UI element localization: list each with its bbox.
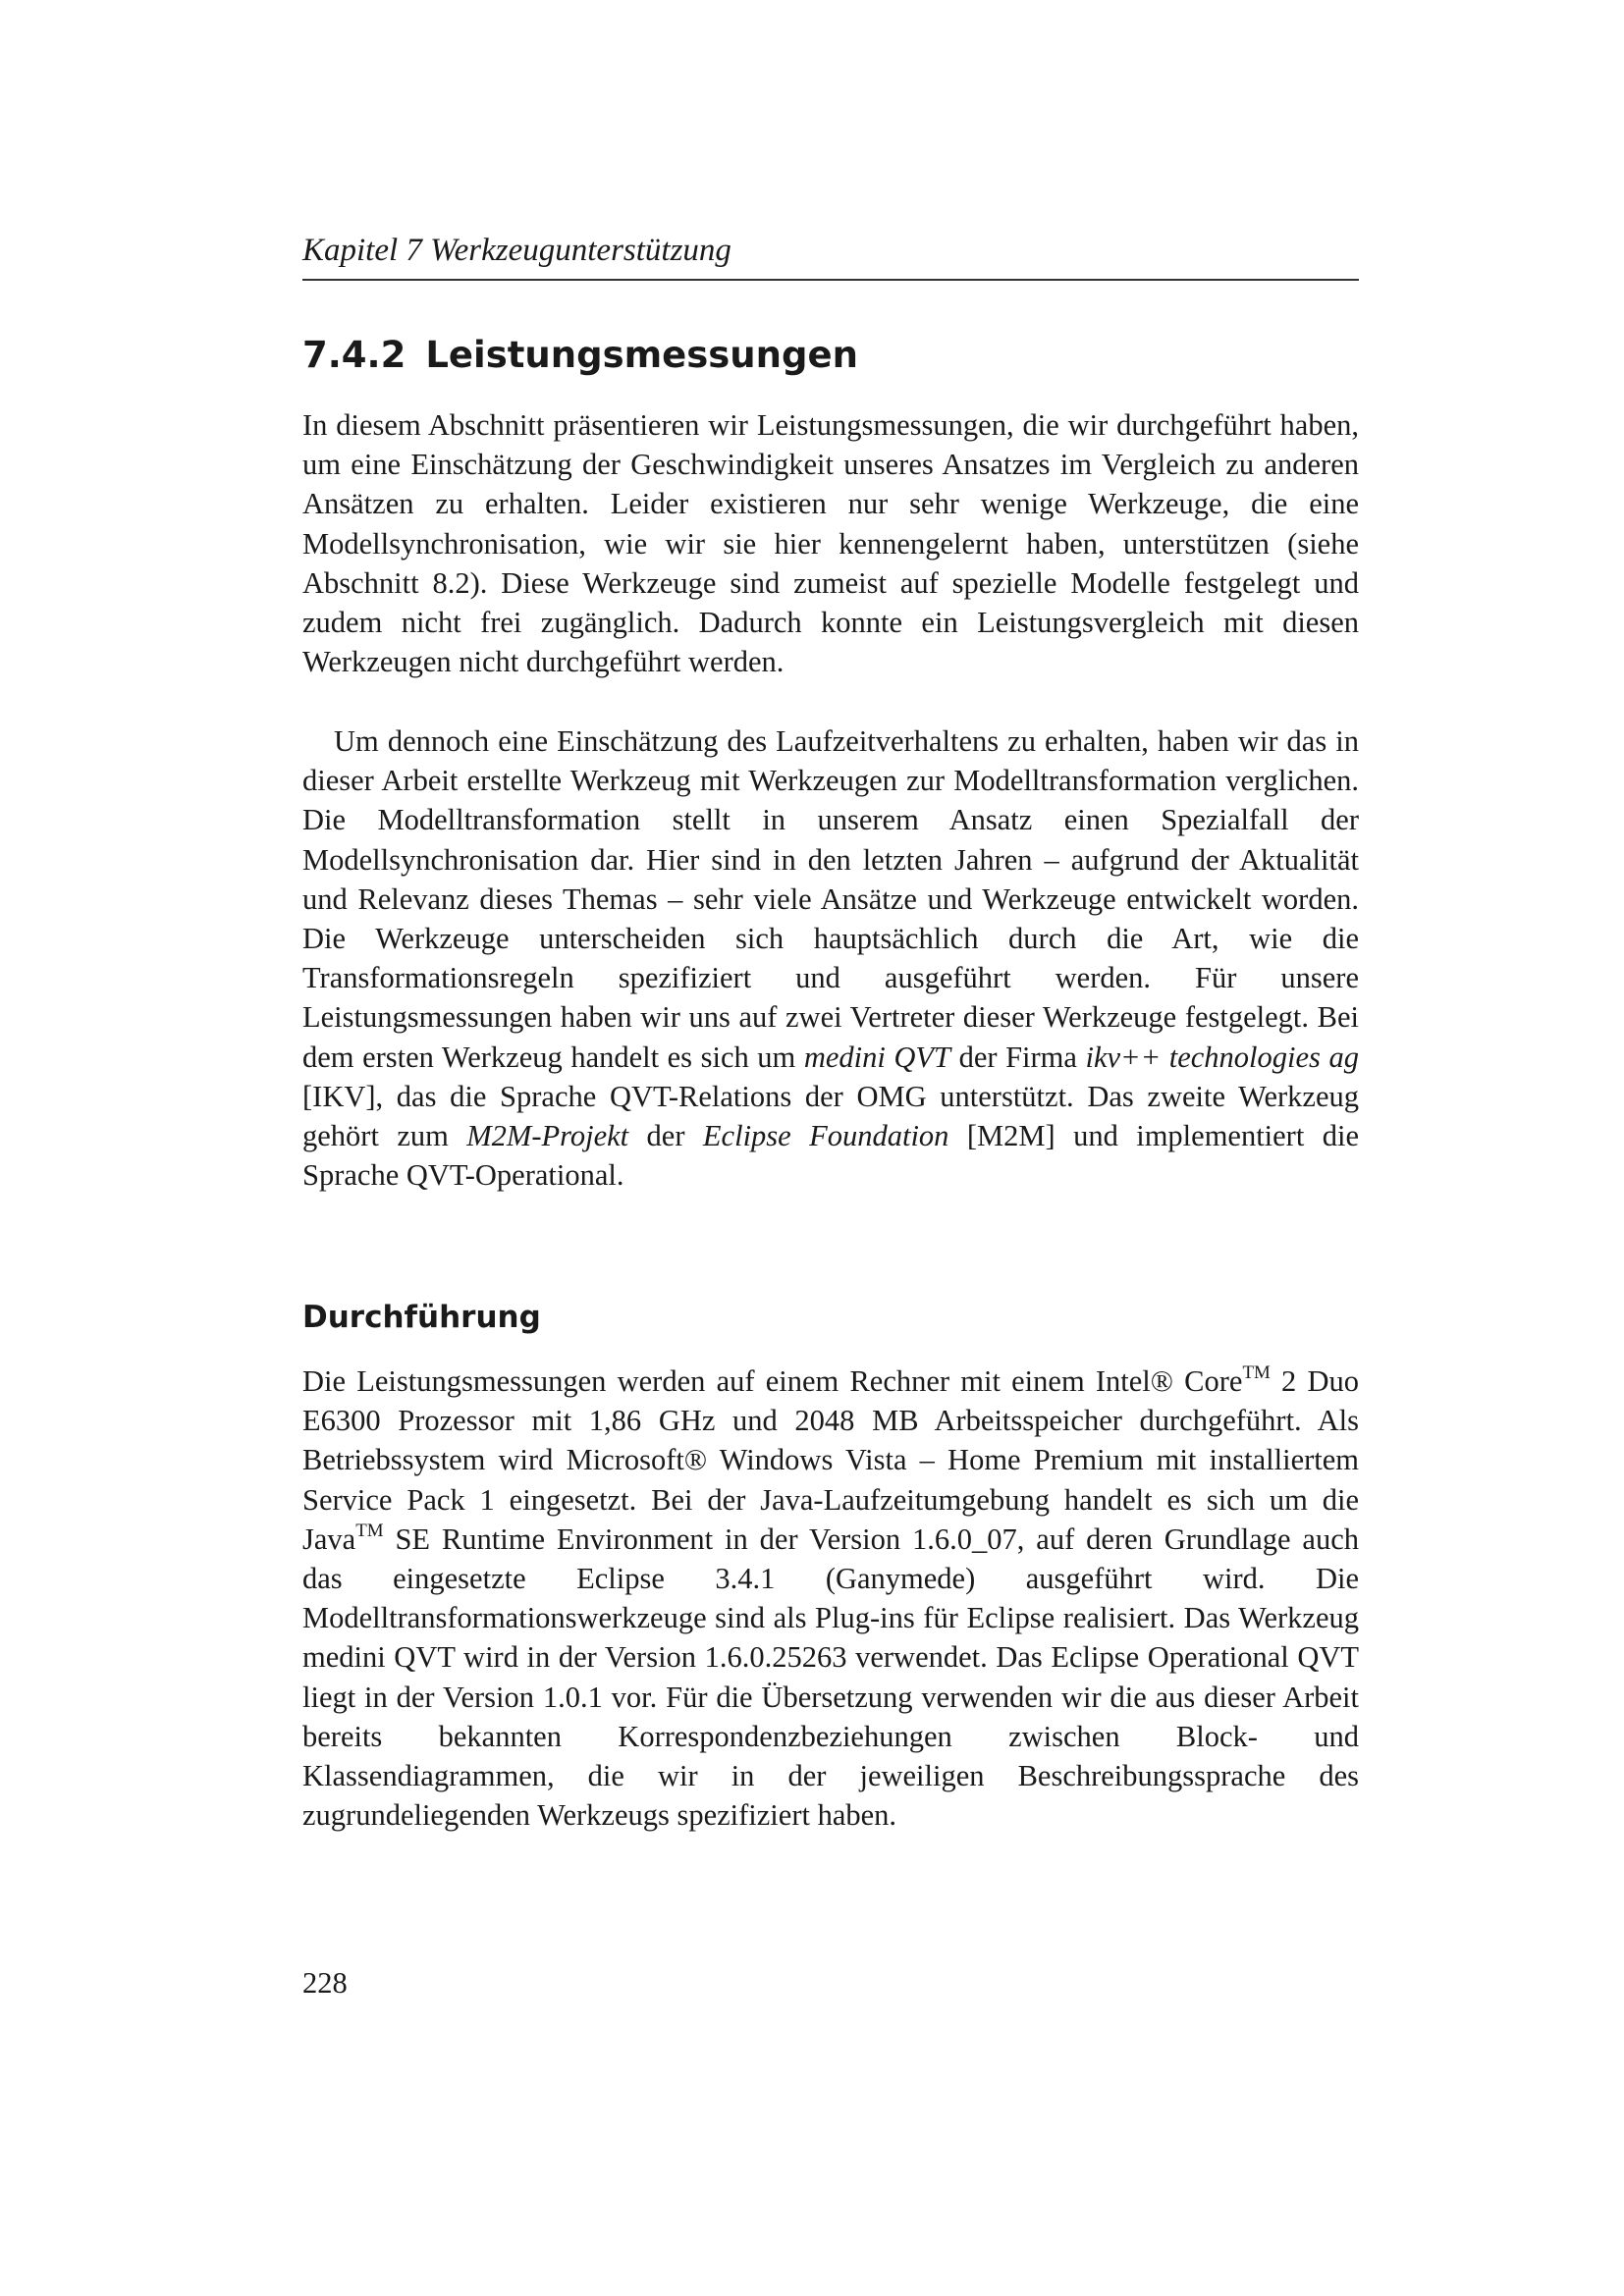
project-name: M2M-Projekt: [466, 1119, 629, 1153]
section-title: Leistungsmessungen: [425, 334, 858, 376]
paragraph-setup-text-1: Die Leistungsmessungen werden auf einem Rechner mit einem Intel® Core: [302, 1364, 1243, 1398]
section-heading: [302, 334, 1359, 377]
running-header-title: Kapitel 7 Werkzeugunterstützung: [302, 233, 731, 268]
paragraph-tools-text-2: der Firma: [950, 1040, 1086, 1074]
paragraph-setup-text-3: SE Runtime Environment in der Version 1.6.0_07, auf deren Grundlage auch das eingesetzte Eclipse 3.4.1 (Ganymede) ausgeführt wird. Die Modelltransformationswerkzeuge sind als Plug-ins für Eclipse realisiert. Das Werkzeug medini QVT wird in der Version 1.6.0.25263 verwendet. Das Eclipse Operational QVT liegt in der Version 1.0.1 vor. Für die Übersetzung verwenden wir die aus dieser Arbeit bereits bekannten Korrespondenzbeziehungen zwischen Block- und Klassendiagrammen, die wir in der jeweiligen Beschreibungssprache des zugrundeliegenden Werkzeugs spezifiziert haben.: [302, 1522, 1359, 1833]
subsection-heading: Durchführung: [302, 1300, 541, 1335]
paragraph-tools-text-5: [M2M] und implementiert die Sprache QVT-Operational.: [302, 1119, 1359, 1193]
tool-name-medini-qvt: medini QVT: [803, 1040, 951, 1074]
company-name: ikv++ technologies ag: [1085, 1040, 1359, 1074]
paragraph-tools-text-3: [IKV], das die Sprache QVT-Relations der OMG unterstützt. Das zweite Werkzeug gehört zum: [302, 1079, 1359, 1153]
running-header: [302, 232, 1359, 281]
paragraph-setup: [302, 1362, 1359, 1835]
section-number: 7.4.2: [302, 334, 406, 376]
foundation-name: Eclipse Foundation: [702, 1119, 949, 1153]
paragraph-tools-text-1: Um dennoch eine Einschätzung des Laufzeitverhaltens zu erhalten, haben wir das in dieser Arbeit erstellte Werkzeug mit Werkzeugen zur Modelltransformation verglichen. Die Modelltransformation stellt in unserem Ansatz einen Spezialfall der Modellsynchronisation dar. Hier sind in den letzten Jahren – aufgrund der Aktualität und Relevanz dieses Themas – sehr viele Ansätze und Werkzeuge entwickelt worden. Die Werkzeuge unterscheiden sich hauptsächlich durch die Art, wie die Transformationsregeln spezifiziert und ausgeführt werden. Für unsere Leistungsmessungen haben wir uns auf zwei Vertreter dieser Werkzeuge festgelegt. Bei dem ersten Werkzeug handelt es sich um: [302, 724, 1359, 1074]
paragraph-tools-text-4: der: [628, 1119, 703, 1153]
page-number: 228: [302, 1966, 348, 2000]
paragraph-tools: [302, 721, 1359, 1195]
trademark-mark: TM: [355, 1520, 384, 1541]
trademark-mark: TM: [1242, 1362, 1271, 1383]
paragraph-setup-text-2: 2 Duo E6300 Prozessor mit 1,86 GHz und 2048 MB Arbeitsspeicher durchgeführt. Als Betriebssystem wird Microsoft® Windows Vista – Home Premium mit installiertem Service Pack 1 eingesetzt. Bei der Java-Laufzeitumgebung handelt es sich um die Java: [302, 1364, 1360, 1556]
paragraph-intro: In diesem Abschnitt präsentieren wir Leistungsmessungen, die wir durchgeführt haben, um eine Einschätzung der Geschwindigkeit unseres Ansatzes im Vergleich zu anderen Ansätzen zu erhalten. Leider existieren nur sehr wenige Werkzeuge, die eine Modellsynchronisation, wie wir sie hier kennengelernt haben, unterstützen (siehe Abschnitt 8.2). Diese Werkzeuge sind zumeist auf spezielle Modelle festgelegt und zudem nicht frei zugänglich. Dadurch konnte ein Leistungsvergleich mit diesen Werkzeugen nicht durchgeführt werden.: [302, 408, 1359, 679]
